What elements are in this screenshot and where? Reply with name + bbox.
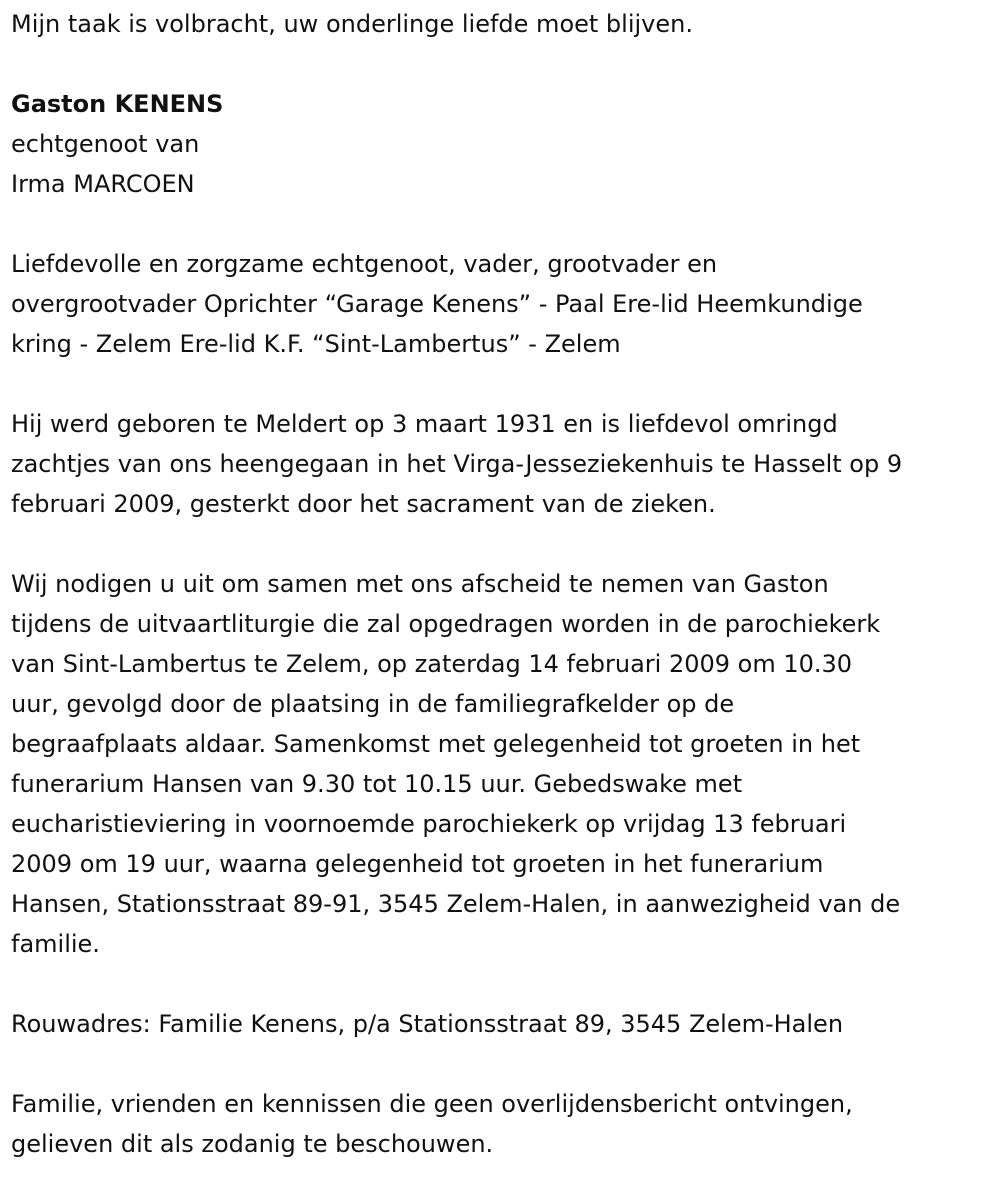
funeral-line: van Sint-Lambertus te Zelem, op zaterdag 14 februari 2009 om 10.30 bbox=[11, 650, 853, 678]
closing-line: gelieven dit als zodanig te beschouwen. bbox=[11, 1130, 494, 1158]
description-line: Liefdevolle en zorgzame echtgenoot, vader, grootvader en bbox=[11, 250, 718, 278]
spacer bbox=[11, 524, 996, 564]
description-paragraph bbox=[11, 244, 996, 364]
closing-paragraph bbox=[11, 1084, 996, 1164]
funeral-line: begraafplaats aldaar. Samenkomst met gelegenheid tot groeten in het bbox=[11, 730, 861, 758]
spacer bbox=[11, 964, 996, 1004]
funeral-line: eucharistieviering in voornoemde parochiekerk op vrijdag 13 februari bbox=[11, 810, 847, 838]
funeral-line: Hansen, Stationsstraat 89-91, 3545 Zelem-Halen, in aanwezigheid van de bbox=[11, 890, 901, 918]
obituary-notice bbox=[11, 4, 996, 1164]
relation-text: echtgenoot van bbox=[11, 130, 200, 158]
spacer bbox=[11, 1044, 996, 1084]
funeral-line: uur, gevolgd door de plaatsing in de familiegrafkelder op de bbox=[11, 690, 735, 718]
funeral-line: Wij nodigen u uit om samen met ons afscheid te nemen van Gaston bbox=[11, 570, 829, 598]
spouse-name: Irma MARCOEN bbox=[11, 170, 195, 198]
closing-line: Familie, vrienden en kennissen die geen overlijdensbericht ontvingen, bbox=[11, 1090, 853, 1118]
funeral-line: 2009 om 19 uur, waarna gelegenheid tot groeten in het funerarium bbox=[11, 850, 824, 878]
spacer bbox=[11, 364, 996, 404]
funeral-line: tijdens de uitvaartliturgie die zal opgedragen worden in de parochiekerk bbox=[11, 610, 881, 638]
description-line: overgrootvader Oprichter “Garage Kenens” - Paal Ere-lid Heemkundige bbox=[11, 290, 863, 318]
birth-death-paragraph bbox=[11, 404, 996, 524]
birth-death-line: Hij werd geboren te Meldert op 3 maart 1931 en is liefdevol omringd bbox=[11, 410, 838, 438]
funeral-line: funerarium Hansen van 9.30 tot 10.15 uur. Gebedswake met bbox=[11, 770, 743, 798]
motto-line: Mijn taak is volbracht, uw onderlinge liefde moet blijven. bbox=[11, 10, 693, 38]
birth-death-line: februari 2009, gesterkt door het sacrament van de zieken. bbox=[11, 490, 716, 518]
funeral-line: familie. bbox=[11, 930, 100, 958]
description-line: kring - Zelem Ere-lid K.F. “Sint-Lambertus” - Zelem bbox=[11, 330, 621, 358]
funeral-paragraph bbox=[11, 564, 996, 964]
birth-death-line: zachtjes van ons heengegaan in het Virga-Jesseziekenhuis te Hasselt op 9 bbox=[11, 450, 903, 478]
spacer bbox=[11, 44, 996, 84]
mourning-address: Rouwadres: Familie Kenens, p/a Stationsstraat 89, 3545 Zelem-Halen bbox=[11, 1010, 844, 1038]
spacer bbox=[11, 204, 996, 244]
deceased-name: Gaston KENENS bbox=[11, 90, 224, 118]
